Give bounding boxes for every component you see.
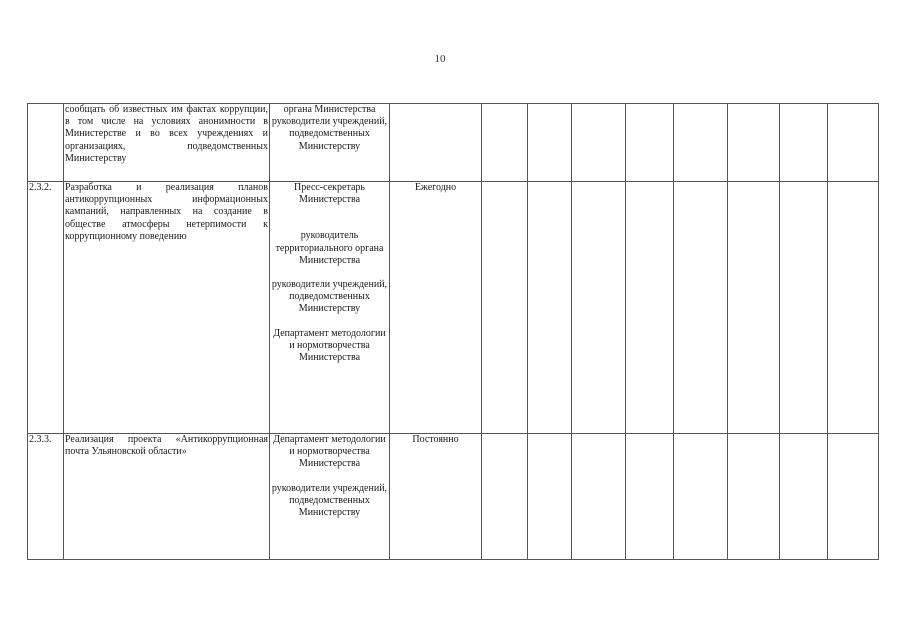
responsible-line: руководители учреждений, подведомственных Министерству	[271, 482, 388, 519]
empty-cell	[572, 434, 626, 560]
term-cell: Ежегодно	[390, 182, 482, 434]
empty-cell	[728, 104, 780, 182]
responsible-line: руководители учреждений, подведомственных Министерству	[271, 116, 388, 152]
empty-cell	[528, 104, 572, 182]
measure-description: Разработка и реализация планов антикоррупционных информационных кампаний, направленных на создание в обществе атмосферы нетерпимости к коррупционному поведению	[64, 182, 270, 434]
responsible-executors	[270, 104, 390, 182]
table-row	[28, 104, 879, 182]
empty-cell	[780, 104, 828, 182]
measure-description: Реализация проекта «Антикоррупционная почта Ульяновской области»	[64, 434, 270, 560]
row-number: 2.3.3.	[28, 434, 64, 560]
row-number: 2.3.2.	[28, 182, 64, 434]
measure-description: сообщать об известных им фактах коррупции, в том числе на условиях анонимности в Министерстве и во всех учреждениях и организациях, подведомственных Министерству	[64, 104, 270, 182]
term-cell	[390, 104, 482, 182]
table-row	[28, 434, 879, 560]
responsible-line: Департамент методологии и нормотворчества Министерства	[273, 434, 386, 470]
empty-cell	[626, 104, 674, 182]
table-row	[28, 182, 879, 434]
responsible-line: руководители учреждений, подведомственных Министерству	[271, 279, 388, 315]
row-number	[28, 104, 64, 182]
empty-cell	[674, 434, 728, 560]
empty-cell	[728, 182, 780, 434]
responsible-executors	[270, 182, 390, 434]
empty-cell	[780, 434, 828, 560]
empty-cell	[828, 104, 879, 182]
empty-cell	[482, 104, 528, 182]
term-cell: Постоянно	[390, 434, 482, 560]
page-number: 10	[434, 53, 446, 65]
empty-cell	[572, 104, 626, 182]
empty-cell	[482, 182, 528, 434]
empty-cell	[828, 434, 879, 560]
empty-cell	[728, 434, 780, 560]
responsible-line: органа Министерства	[283, 104, 376, 115]
empty-cell	[828, 182, 879, 434]
empty-cell	[528, 182, 572, 434]
responsible-line: руководитель территориального органа Министерства	[275, 230, 384, 266]
empty-cell	[780, 182, 828, 434]
empty-cell	[572, 182, 626, 434]
responsible-executors	[270, 434, 390, 560]
empty-cell	[626, 182, 674, 434]
measures-table	[27, 103, 879, 560]
empty-cell	[626, 434, 674, 560]
empty-cell	[528, 434, 572, 560]
responsible-line: Пресс-секретарь Министерства	[294, 182, 365, 206]
empty-cell	[674, 182, 728, 434]
empty-cell	[482, 434, 528, 560]
empty-cell	[674, 104, 728, 182]
responsible-line: Департамент методологии и нормотворчества Министерства	[273, 327, 386, 364]
